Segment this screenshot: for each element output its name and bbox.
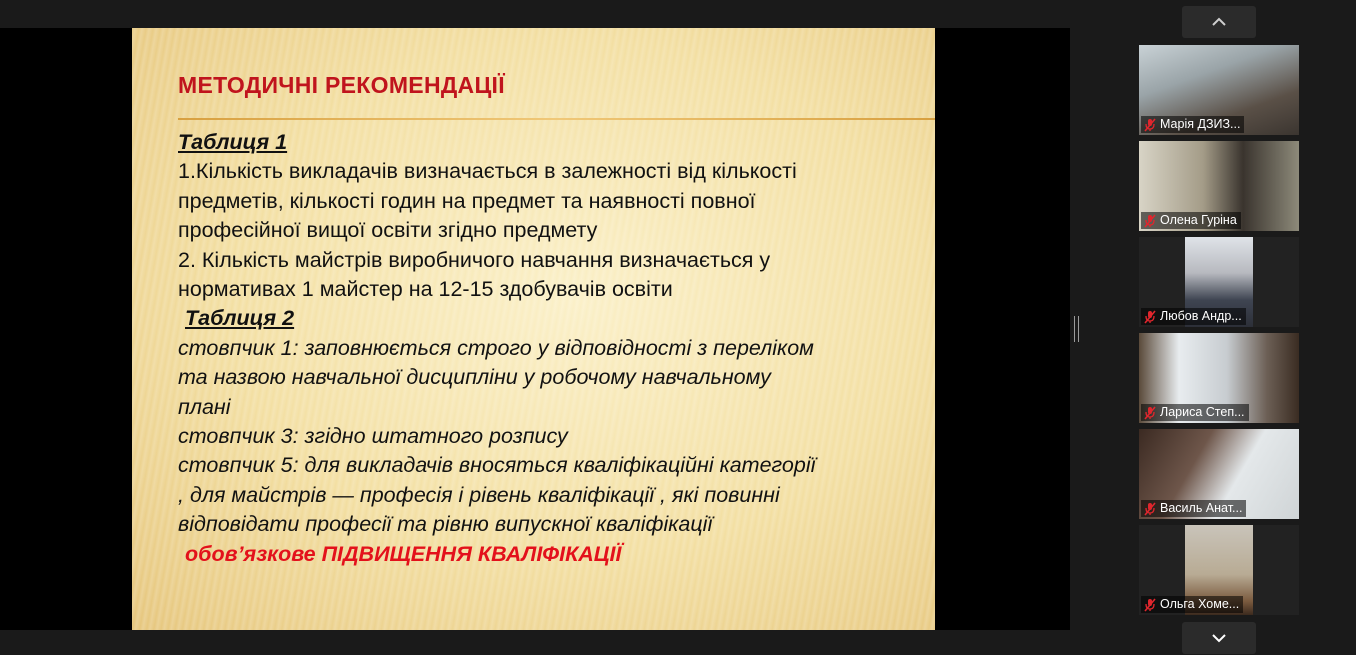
table2-line: стовпчик 3: згідно штатного розпису [178,424,568,449]
table2-line: плані [178,394,231,419]
table1-heading: Таблиця 1 [178,130,288,154]
table1-line: нормативах 1 майстер на 12-15 здобувачів освіти [178,277,673,302]
participant-nameplate [1141,308,1246,325]
qualification-note-prefix: обов’язкове [185,541,322,566]
table2-heading: Таблиця 2 [185,306,295,331]
scroll-up-button[interactable] [1182,6,1256,38]
participant-name: Марія ДЗИЗ... [1160,117,1241,131]
participant-tile[interactable] [1139,333,1299,423]
participant-tile[interactable] [1139,45,1299,135]
mic-muted-icon [1143,214,1157,228]
participant-name: Ольга Хоме... [1160,597,1240,611]
participant-nameplate [1141,500,1246,517]
qualification-note [178,540,918,569]
mic-muted-icon [1143,406,1157,420]
table1-line: 1.Кількість викладачів визначається в залежності від кількості [178,159,797,184]
presentation-slide [132,28,935,630]
mic-muted-icon [1143,502,1157,516]
table1-line: професійної вищої освіти згідно предмету [178,218,598,243]
mic-muted-icon [1143,598,1157,612]
table1-line: 2. Кількість майстрів виробничого навчання визначається у [178,247,771,272]
participant-nameplate [1141,212,1241,229]
chevron-up-icon [1211,17,1227,27]
table2-line: , для майстрів — професія і рівень кваліфікації , які повинні [178,482,780,507]
participant-nameplate [1141,116,1244,133]
shared-screen-stage [0,28,1070,630]
participant-name: Лариса Степ... [1160,405,1245,419]
participant-tile[interactable] [1139,525,1299,615]
participant-name: Любов Андр... [1160,309,1242,323]
table2-line: та назвою навчальної дисципліни у робочому навчальному [178,365,771,390]
table1-line: предметів, кількості годин на предмет та наявності повної [178,188,756,213]
title-divider [178,118,935,120]
participant-tile[interactable] [1139,141,1299,231]
table2-line: відповідати професії та рівню випускної кваліфікації [178,512,713,537]
panel-resize-handle[interactable] [1074,316,1079,342]
table2-line: стовпчик 1: заповнюється строго у відповідності з переліком [178,335,814,360]
participant-gallery [1139,45,1299,621]
participant-nameplate [1141,596,1243,613]
participant-tile[interactable] [1139,429,1299,519]
chevron-down-icon [1211,633,1227,643]
qualification-note-emphasis: ПІДВИЩЕННЯ КВАЛІФІКАЦІЇ [321,541,622,566]
table2-line: стовпчик 5: для викладачів вносяться кваліфікаційні категорії [178,453,816,478]
participant-nameplate [1141,404,1249,421]
scroll-down-button[interactable] [1182,622,1256,654]
slide-title: МЕТОДИЧНІ РЕКОМЕНДАЦІЇ [178,72,505,98]
participant-name: Василь Анат... [1160,501,1243,515]
mic-muted-icon [1143,310,1157,324]
slide-body [178,128,918,569]
participant-tile[interactable] [1139,237,1299,327]
mic-muted-icon [1143,118,1157,132]
participant-name: Олена Гуріна [1160,213,1237,227]
